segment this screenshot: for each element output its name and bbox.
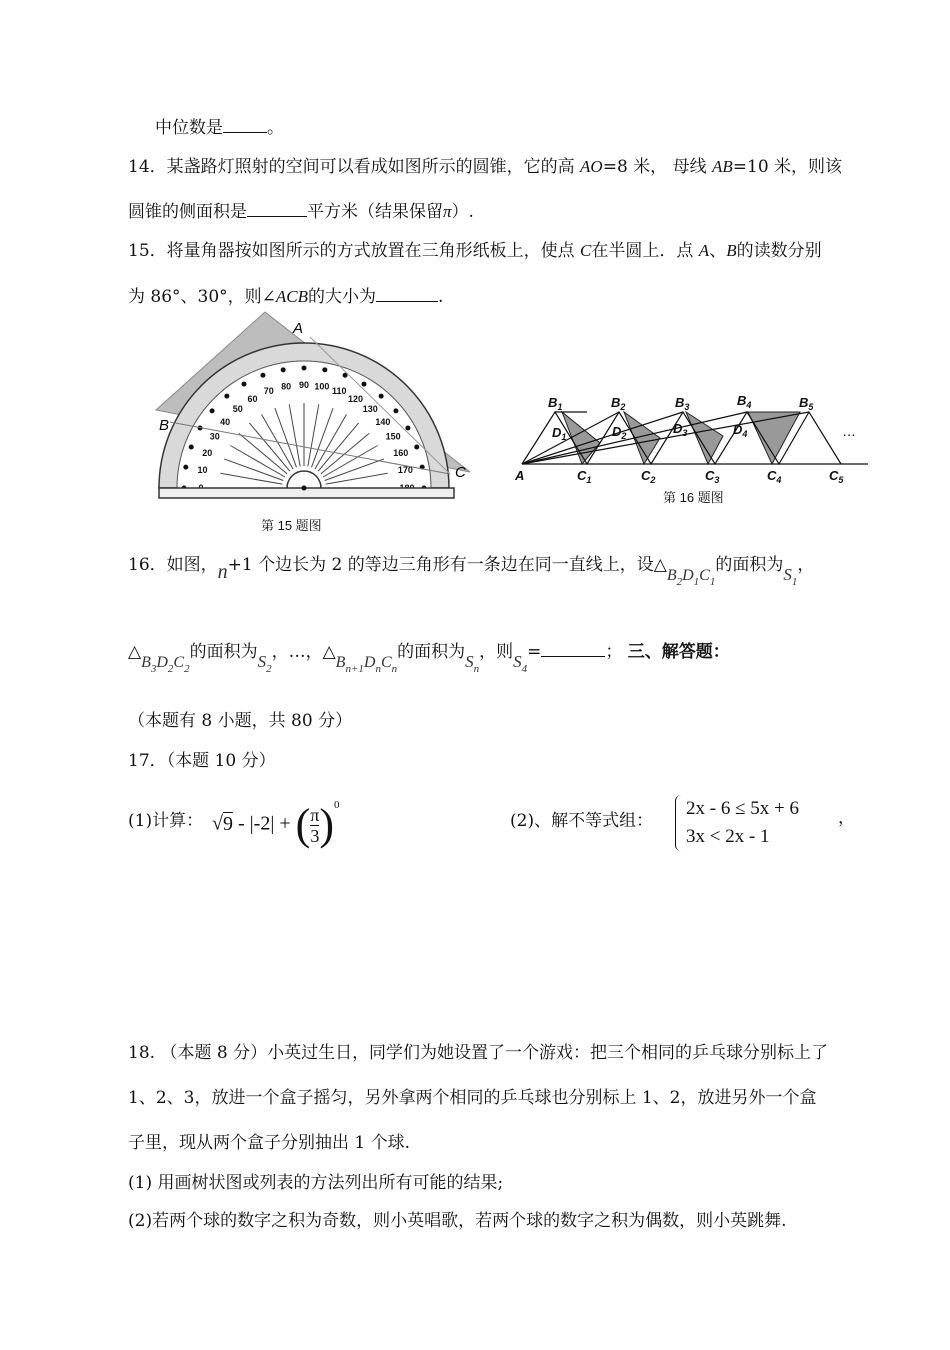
tick-label: 20 xyxy=(202,447,213,458)
svg-text:D2: $D_2$ xyxy=(612,424,627,441)
section-intro: （本题有 8 小题，共 80 分） xyxy=(128,711,353,731)
tick-dot xyxy=(260,373,265,378)
svg-text:C3: $C_3$ xyxy=(705,468,720,485)
answer-blank[interactable] xyxy=(376,285,438,302)
tick-dot xyxy=(183,465,188,470)
answer-blank[interactable] xyxy=(541,640,605,657)
q18-line4: (1) 用画树状图或列表的方法列出所有可能的结果; xyxy=(128,1173,504,1193)
q17-part2-label: (2)、解不等式组： xyxy=(510,811,654,831)
figure-15-caption: 第 15 题图 xyxy=(261,518,322,533)
svg-text:B4: $B_4$ xyxy=(737,393,752,410)
point-b-label: B xyxy=(159,417,170,434)
q15-line2: 为 86°、30°，则∠ACB的大小为 . xyxy=(128,287,444,307)
svg-text:B3: $B_3$ xyxy=(675,395,690,412)
svg-text:B2: $B_2$ xyxy=(611,395,626,412)
tick-label: 110 xyxy=(331,386,347,397)
q18-line2: 1、2、3，放进一个盒子摇匀，另外拿两个相同的乒乓球也分别标上 1、2，放进另外一个盒 xyxy=(128,1088,817,1108)
inequality-system: 2x - 6 ≤ 5x + 6 3x < 2x - 1 xyxy=(675,795,799,851)
tick-dot xyxy=(281,367,286,372)
tick-label: 170 xyxy=(397,465,413,476)
svg-text:D1: $D_1$ xyxy=(552,425,567,442)
svg-text:C5: $C_5$ xyxy=(829,468,844,485)
tick-dot xyxy=(302,366,307,371)
q17-title: 17．（本题 10 分） xyxy=(128,751,276,771)
tick-label: 50 xyxy=(232,404,243,415)
tick-label: 90 xyxy=(298,380,310,390)
svg-text:B5: $B_5$ xyxy=(799,395,814,412)
triangles-figure xyxy=(512,392,872,487)
tick-dot xyxy=(405,426,410,431)
tick-dot xyxy=(210,408,215,413)
tick-dot xyxy=(224,394,229,399)
tick-dot xyxy=(414,444,419,449)
tick-label: 130 xyxy=(362,404,378,415)
q15-line1: 15．将量角器按如图所示的方式放置在三角形纸板上，使点 C在半圆上．点 A、B的读数分别 xyxy=(128,241,822,261)
point-c-label: C xyxy=(455,464,466,481)
q16-line1: 16．如图，n+1 个边长为 2 的等边三角形有一条边在同一直线上，设$\triangle B_2D_1C_1$的面积为$S_1$， xyxy=(128,555,815,588)
figure-16-caption: 第 16 题图 xyxy=(663,490,724,505)
tick-label: 80 xyxy=(281,381,292,392)
answer-blank[interactable] xyxy=(247,200,307,217)
svg-text:C1: $C_1$ xyxy=(577,468,592,485)
tick-label: 10 xyxy=(197,465,208,476)
q18-line3: 子里，现从两个盒子分别抽出 1 个球. xyxy=(128,1133,411,1153)
tick-label: 120 xyxy=(347,393,364,404)
svg-text:C4: $C_4$ xyxy=(767,468,782,485)
q13-tail: 中位数是 。 xyxy=(155,118,284,138)
tick-dot xyxy=(393,408,398,413)
q14-line1: 14．某盏路灯照射的空间可以看成如图所示的圆锥，它的高 AO=8 米， 母线 AB=10 米，则该 xyxy=(128,157,843,177)
tick-dot xyxy=(362,382,367,387)
svg-text:A: A xyxy=(515,468,525,483)
q18-line1: 18. （本题 8 分）小英过生日，同学们为她设置了一个游戏：把三个相同的乒乓球分别标上了 xyxy=(128,1043,829,1063)
ellipsis: … xyxy=(842,423,856,439)
protractor-figure xyxy=(150,310,480,505)
svg-text:D3: $D_3$ xyxy=(673,421,688,438)
q18-line5: (2)若两个球的数字之积为奇数，则小英唱歌，若两个球的数字之积为偶数，则小英跳舞. xyxy=(128,1211,787,1231)
point-a-label: A xyxy=(293,320,304,337)
tick-label: 30 xyxy=(209,431,220,442)
tick-dot xyxy=(189,444,194,449)
tick-dot xyxy=(379,394,384,399)
tick-label: 70 xyxy=(263,386,274,397)
tick-label: 140 xyxy=(375,416,391,427)
tick-label: 100 xyxy=(314,381,330,392)
svg-text:B1: $B_1$ xyxy=(548,395,563,412)
tick-dot xyxy=(242,382,247,387)
tick-label: 160 xyxy=(393,447,409,458)
svg-text:C2: $C_2$ xyxy=(641,468,656,485)
q14-line2: 圆锥的侧面积是 平方米（结果保留π）. xyxy=(128,202,474,222)
tick-dot xyxy=(322,367,327,372)
tick-label: 60 xyxy=(247,393,258,404)
tick-label: 150 xyxy=(385,431,401,442)
q17-expression: √9 - |-2| + ( $\frac{\pi}{3}$ )$^0$ xyxy=(212,798,340,849)
tick-label: 40 xyxy=(220,416,231,427)
q16-line2: $\triangle B_3D_2C_2$的面积为$S_2$，…，$\triangle B_{n+1}D_nC_n$的面积为$S_n$，则$S_4=$ ； 三、解答题： xyxy=(128,642,730,675)
svg-text:D4: $D_4$ xyxy=(733,422,748,439)
answer-blank[interactable] xyxy=(223,116,267,133)
q17-part1-label: (1)计算： xyxy=(128,811,204,831)
